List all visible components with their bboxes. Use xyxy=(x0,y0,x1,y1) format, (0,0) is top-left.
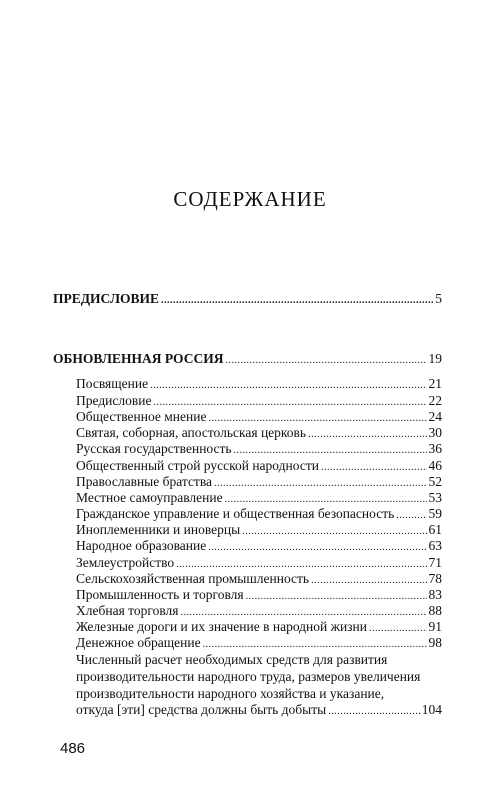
toc-entry-label: Святая, соборная, апостольская церковь xyxy=(76,425,307,440)
toc-entry-label: Православные братства xyxy=(76,474,213,489)
toc-entry-label: ОБНОВЛЕННАЯ РОССИЯ xyxy=(53,351,224,366)
toc-entry-section xyxy=(53,351,442,369)
toc-entry xyxy=(76,441,442,459)
toc-entry-line: производительности народного труда, размеров увеличения xyxy=(76,669,421,684)
toc-entry-label: Предисловие xyxy=(76,393,152,408)
toc-entry-label: Денежное обращение xyxy=(76,635,201,650)
toc-entry-page: 83 xyxy=(428,587,442,602)
toc-entry-label: Народное образование xyxy=(76,538,207,553)
dot-leader xyxy=(208,540,426,556)
dot-leader xyxy=(150,378,426,394)
toc-entry-label: Хлебная торговля xyxy=(76,603,179,618)
toc-entry-label: Промышленность и торговля xyxy=(76,587,244,602)
toc-entry xyxy=(76,376,442,394)
toc-entry-page: 24 xyxy=(428,409,442,424)
toc-entry-page: 104 xyxy=(421,702,442,717)
toc-entry-page: 30 xyxy=(428,425,442,440)
toc-entry-page: 21 xyxy=(428,376,442,391)
toc-entry-label: Общественный строй русской народности xyxy=(76,458,319,473)
toc-entry-page: 53 xyxy=(428,490,442,505)
toc-entry-page: 5 xyxy=(435,291,442,306)
toc-entry-page: 61 xyxy=(428,522,442,537)
toc-entry-page: 98 xyxy=(428,635,442,650)
dot-leader xyxy=(234,443,427,459)
toc-entry-label: откуда [эти] средства должны быть добыты xyxy=(76,702,327,717)
toc-entry-page: 88 xyxy=(428,603,442,618)
toc-entry-page: 59 xyxy=(428,506,442,521)
toc-entry-label: Инoплеменники и иноверцы xyxy=(76,522,241,537)
dot-leader xyxy=(161,293,433,309)
toc-entry-page: 36 xyxy=(428,441,442,456)
toc-entry-label: Русская государственность xyxy=(76,441,232,456)
page-number: 486 xyxy=(60,740,86,757)
toc-entry-label: ПРЕДИСЛОВИЕ xyxy=(53,291,160,306)
toc-entry-preface xyxy=(53,291,442,309)
toc-entry-line: Численный расчет необходимых средств для развития xyxy=(76,652,388,667)
toc-entry-label: Сельскохозяйственная промышленность xyxy=(76,571,310,586)
toc-entry-page: 46 xyxy=(428,458,442,473)
toc-entry-label: Железные дороги и их значение в народной жизни xyxy=(76,619,367,634)
toc-entry-page: 19 xyxy=(428,351,442,366)
toc-entry-label: Землеустройство xyxy=(76,555,175,570)
toc-entry-multiline xyxy=(76,651,442,702)
toc-entry-label: Гражданское управление и общественная безопасность xyxy=(76,506,395,521)
toc-entry-page: 22 xyxy=(428,393,442,408)
toc-entry-page: 63 xyxy=(428,538,442,553)
toc-entry-label: Местное самоуправление xyxy=(76,490,223,505)
dot-leader xyxy=(328,704,420,720)
toc-entry-page: 52 xyxy=(428,474,442,489)
toc-entry-line: производительности народного хозяйства и указание, xyxy=(76,686,385,701)
toc-entry-page: 78 xyxy=(428,571,442,586)
toc-entry-label: Посвящение xyxy=(76,376,149,391)
toc-entry xyxy=(76,538,442,556)
dot-leader xyxy=(225,353,426,369)
toc-entry-page: 71 xyxy=(428,555,442,570)
page-title: СОДЕРЖАНИЕ xyxy=(173,187,327,211)
toc-entry-page: 91 xyxy=(428,619,442,634)
toc-entry xyxy=(76,702,442,720)
toc-entry-label: Общественное мнение xyxy=(76,409,207,424)
